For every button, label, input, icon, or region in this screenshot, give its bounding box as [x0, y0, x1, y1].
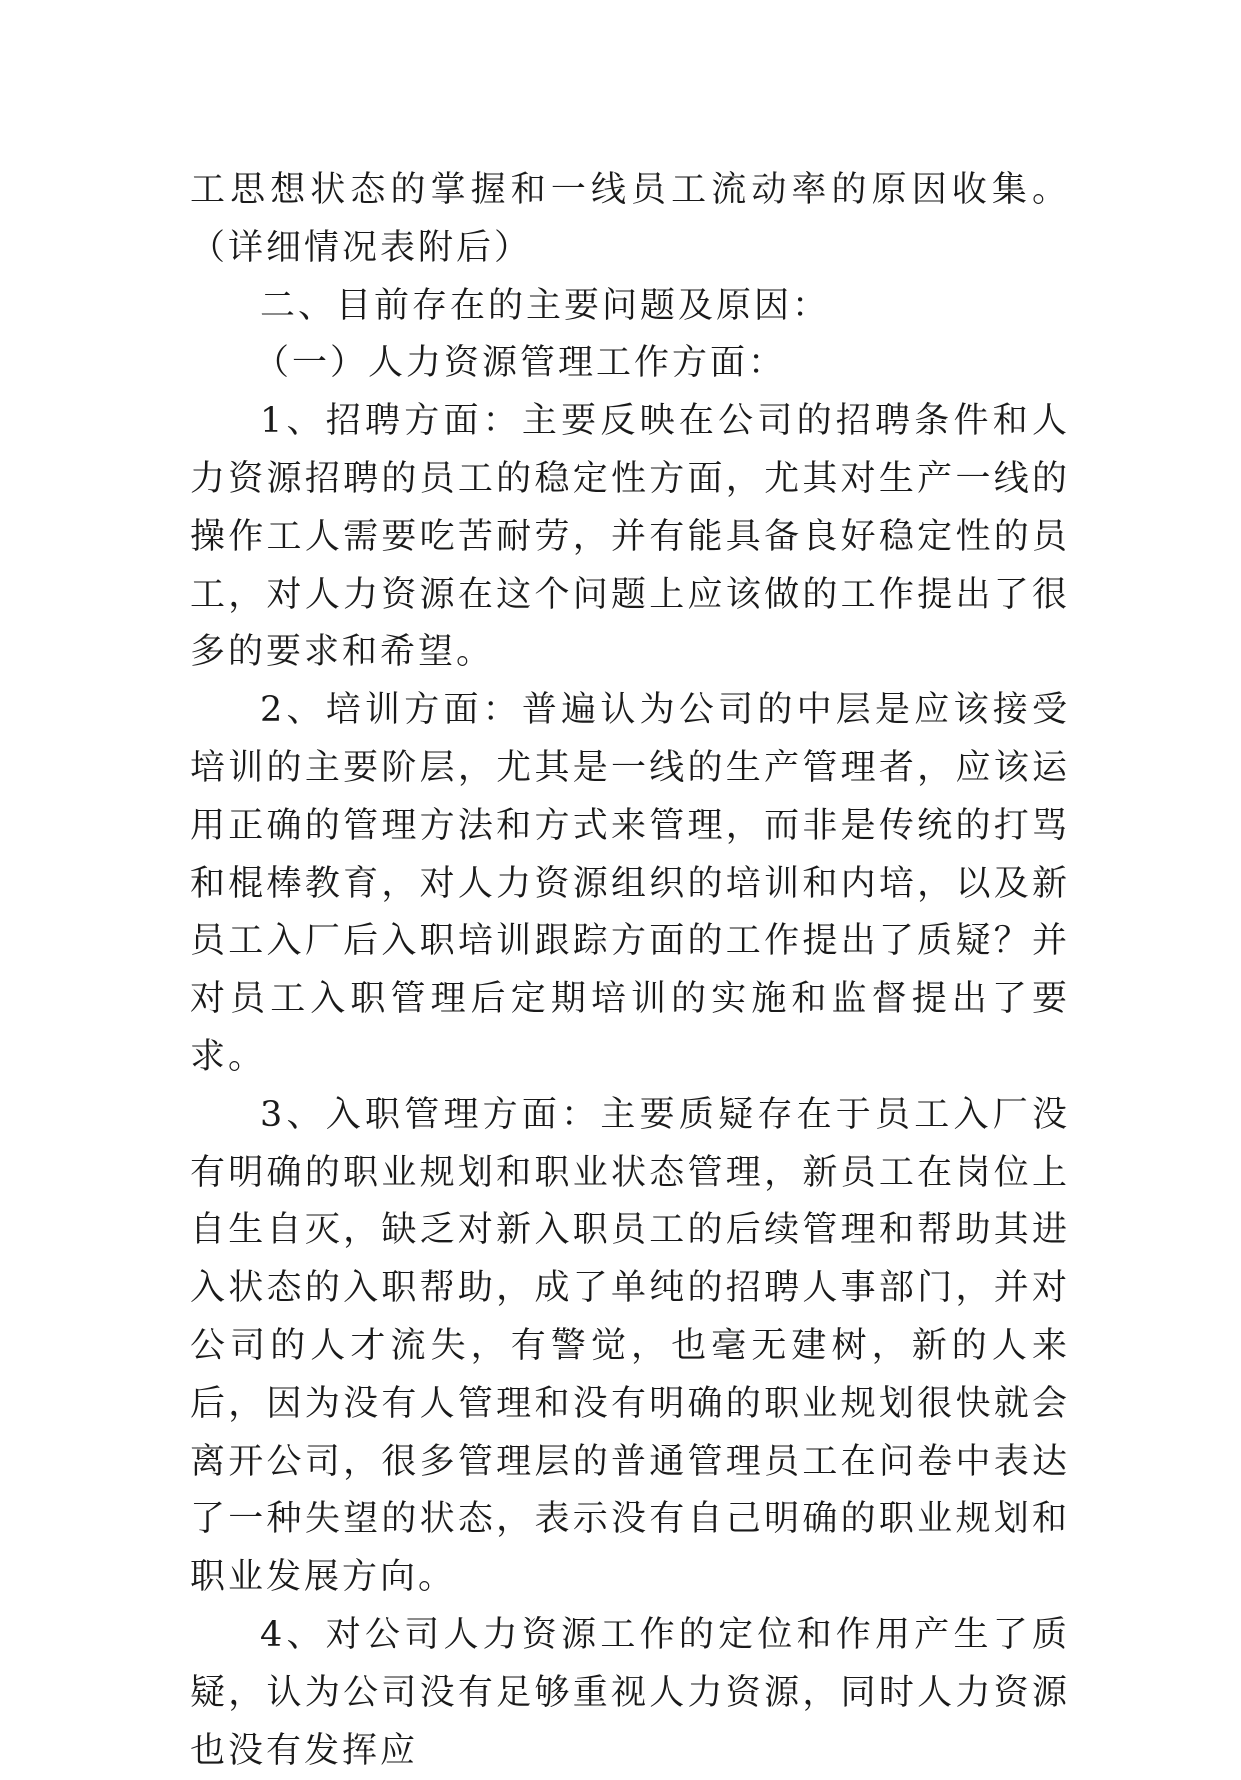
paragraph-continuation: 工思想状态的掌握和一线员工流动率的原因收集。（详细情况表附后） — [190, 170, 1070, 268]
paragraph-hr-positioning: 4、对公司人力资源工作的定位和作用产生了质疑，认为公司没有足够重视人力资源，同时人力资源也没有发挥应 — [190, 1614, 1070, 1771]
paragraph-training: 2、培训方面：普遍认为公司的中层是应该接受培训的主要阶层，尤其是一线的生产管理者，应该运用正确的管理方法和方式来管理，而非是传统的打骂和棍棒教育，对人力资源组织的培训和内培，以及新员工入厂后入职培训跟踪方面的工作提出了质疑？并对员工入职管理后定期培训的实施和监督提出了要求。 — [190, 690, 1070, 1077]
paragraph-onboarding: 3、入职管理方面：主要质疑存在于员工入厂没有明确的职业规划和职业状态管理，新员工在岗位上自生自灭，缺乏对新入职员工的后续管理和帮助其进入状态的入职帮助，成了单纯的招聘人事部门，并对公司的人才流失，有警觉，也毫无建树，新的人来后，因为没有人管理和没有明确的职业规划很快就会离开公司，很多管理层的普通管理员工在问卷中表达了一种失望的状态，表示没有自己明确的职业规划和职业发展方向。 — [190, 1094, 1070, 1598]
section-heading-problems: 二、目前存在的主要问题及原因： — [260, 285, 831, 326]
subsection-heading-hr: （一）人力资源管理工作方面： — [254, 343, 787, 384]
paragraph-recruitment: 1、招聘方面：主要反映在公司的招聘条件和人力资源招聘的员工的稳定性方面，尤其对生产一线的操作工人需要吃苦耐劳，并有能具备良好稳定性的员工，对人力资源在这个问题上应该做的工作提出了很多的要求和希望。 — [190, 401, 1070, 673]
document-body — [190, 162, 1070, 1780]
